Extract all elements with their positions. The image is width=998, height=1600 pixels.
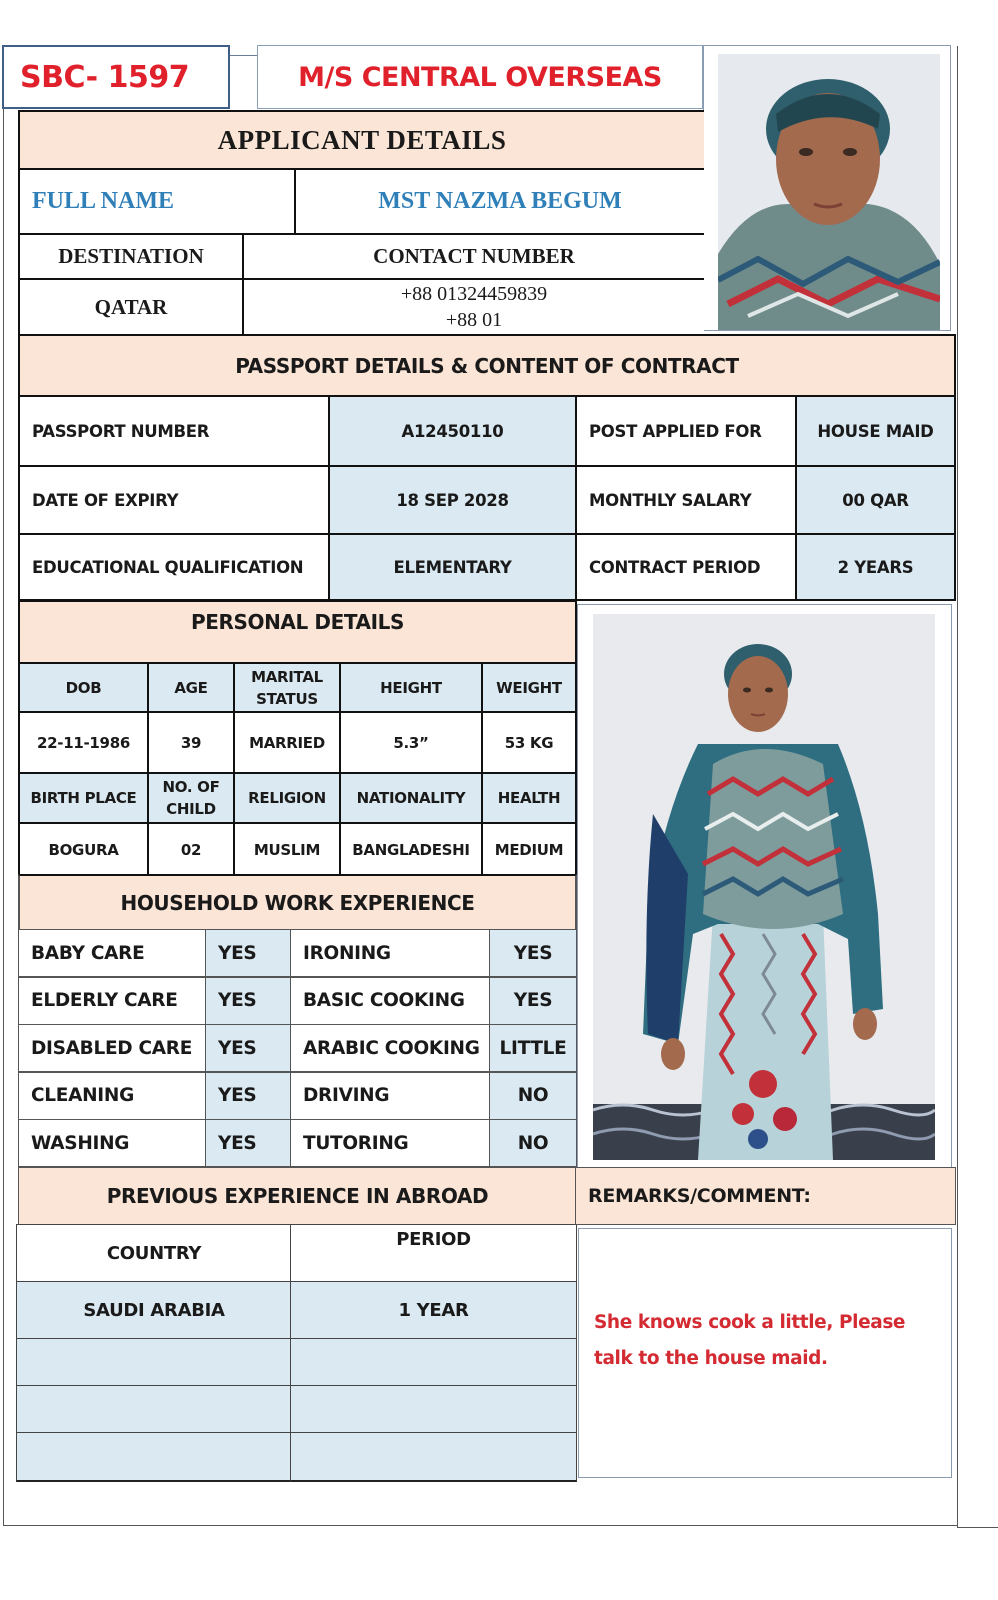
household-skill-cell	[18, 1072, 207, 1120]
household-skill-cell	[18, 1024, 207, 1072]
personal-value-cell	[233, 822, 341, 877]
abroad-section-title: PREVIOUS EXPERIENCE IN ABROAD	[106, 1184, 489, 1208]
contract-label-cell	[575, 465, 797, 535]
household-value: NO	[517, 1085, 549, 1106]
personal-section-header	[18, 600, 577, 664]
contact-number-2: +88 01	[445, 309, 503, 331]
passport-label: PASSPORT NUMBER	[32, 421, 210, 441]
right-edge-line	[957, 52, 998, 1528]
personal-header-cell	[147, 662, 235, 713]
personal-header: MARITAL STATUS	[251, 667, 323, 708]
applicant-details-title: APPLICANT DETAILS	[217, 124, 507, 155]
remarks-box	[578, 1228, 952, 1478]
personal-header: NO. OF CHILD	[162, 778, 220, 818]
contact-value-cell	[242, 278, 704, 336]
contract-label-cell	[575, 395, 797, 467]
passport-value-cell	[328, 533, 577, 601]
personal-header-cell	[339, 772, 483, 824]
contract-value-cell	[795, 533, 956, 601]
abroad-period-cell	[290, 1385, 577, 1434]
personal-value: MUSLIM	[253, 840, 321, 859]
household-value: YES	[218, 990, 257, 1011]
contract-label: POST APPLIED FOR	[589, 421, 762, 441]
abroad-country-cell	[16, 1281, 292, 1340]
personal-value: 39	[180, 733, 202, 752]
agency-box	[257, 45, 703, 109]
household-value-cell	[489, 1024, 577, 1072]
contract-label: CONTRACT PERIOD	[589, 557, 761, 577]
household-value-cell	[489, 1119, 577, 1167]
personal-header-cell	[18, 662, 149, 713]
destination-label-cell	[18, 233, 244, 280]
personal-value-cell	[481, 822, 577, 877]
remarks-line-2: talk to the house maid.	[594, 1348, 828, 1369]
full-photo-frame	[577, 604, 952, 1169]
household-value-cell	[489, 929, 577, 977]
household-skill: ARABIC COOKING	[303, 1037, 480, 1059]
abroad-period-cell	[290, 1338, 577, 1387]
passport-label: DATE OF EXPIRY	[32, 490, 179, 510]
household-skill: CLEANING	[31, 1085, 134, 1106]
personal-header-cell	[481, 662, 577, 713]
passport-section-title: PASSPORT DETAILS & CONTENT OF CONTRACT	[235, 353, 739, 378]
household-value-cell	[205, 1072, 292, 1120]
household-value: YES	[218, 1037, 257, 1059]
abroad-country-cell	[16, 1338, 292, 1387]
period-header: PERIOD	[396, 1229, 471, 1250]
remarks-line-1: She knows cook a little, Please	[594, 1312, 906, 1333]
abroad-period: 1 YEAR	[398, 1300, 469, 1321]
contract-label-cell	[575, 533, 797, 601]
abroad-country: SAUDI ARABIA	[83, 1300, 225, 1321]
household-skill: BASIC COOKING	[303, 990, 465, 1011]
personal-value: MARRIED	[249, 733, 325, 752]
personal-header-cell	[18, 772, 149, 824]
household-skill-cell	[18, 929, 207, 977]
contact-label-cell	[242, 233, 704, 280]
personal-header: HEIGHT	[380, 678, 442, 697]
remarks-text	[594, 1305, 905, 1377]
agency-name: M/S CENTRAL OVERSEAS	[298, 61, 662, 93]
country-header: COUNTRY	[106, 1243, 202, 1264]
personal-header: DOB	[65, 678, 102, 697]
household-section-header	[18, 874, 577, 931]
household-value: YES	[218, 1085, 257, 1106]
household-skill-cell	[290, 977, 491, 1025]
applicant-details-header	[18, 110, 704, 168]
household-value: LITTLE	[499, 1037, 567, 1059]
personal-value-cell	[339, 822, 483, 877]
personal-header: BIRTH PLACE	[30, 789, 137, 807]
passport-label-cell	[18, 395, 330, 467]
contract-value: HOUSE MAID	[817, 421, 934, 441]
passport-value: A12450110	[401, 421, 504, 441]
passport-label: EDUCATIONAL QUALIFICATION	[32, 557, 304, 577]
household-skill-cell	[290, 1024, 491, 1072]
household-skill: DRIVING	[303, 1085, 390, 1106]
household-skill: DISABLED CARE	[31, 1037, 193, 1059]
personal-header: HEALTH	[497, 789, 561, 807]
contract-value-cell	[795, 395, 956, 467]
household-skill-cell	[290, 1119, 491, 1167]
personal-value: BANGLADESHI	[352, 840, 470, 859]
passport-label-cell	[18, 533, 330, 601]
personal-header-cell	[147, 772, 235, 824]
abroad-country-cell	[16, 1432, 292, 1482]
contract-value: 2 YEARS	[837, 557, 914, 577]
household-value-cell	[205, 1119, 292, 1167]
contact-number-1: +88 01324459839	[400, 283, 548, 305]
household-skill-cell	[18, 1119, 207, 1167]
personal-header-cell	[481, 772, 577, 824]
personal-header: RELIGION	[248, 789, 326, 807]
personal-value: 22-11-1986	[37, 733, 130, 752]
remarks-header	[575, 1167, 956, 1225]
personal-value: BOGURA	[48, 840, 119, 859]
household-skill: IRONING	[303, 942, 391, 964]
personal-header-cell	[233, 662, 341, 713]
remarks-label: REMARKS/COMMENT:	[588, 1185, 811, 1207]
contact-label: CONTACT NUMBER	[373, 244, 575, 268]
reference-code-box	[2, 45, 230, 109]
passport-section-header	[18, 334, 956, 397]
household-skill: TUTORING	[303, 1132, 409, 1154]
household-skill: BABY CARE	[31, 942, 145, 964]
abroad-period-cell	[290, 1281, 577, 1340]
household-skill-cell	[18, 977, 207, 1025]
abroad-section-header	[18, 1167, 577, 1225]
destination-value: QATAR	[94, 294, 168, 319]
personal-value: 5.3”	[393, 733, 429, 752]
personal-value-cell	[147, 711, 235, 774]
personal-section-title: PERSONAL DETAILS	[190, 610, 405, 634]
personal-value-cell	[18, 711, 149, 774]
household-value: NO	[517, 1132, 549, 1154]
household-value-cell	[489, 977, 577, 1025]
country-header-cell	[16, 1224, 292, 1283]
passport-photo-frame	[703, 45, 951, 331]
full-name-value-cell	[294, 168, 704, 235]
household-value: YES	[218, 942, 257, 964]
household-skill: ELDERLY CARE	[31, 990, 178, 1011]
contract-value: 00 QAR	[842, 490, 909, 510]
personal-value: 53 KG	[504, 733, 554, 752]
full-name-label-cell	[18, 168, 296, 235]
personal-value-cell	[339, 711, 483, 774]
personal-value-cell	[18, 822, 149, 877]
household-value: YES	[513, 990, 553, 1011]
full-length-photo	[593, 614, 935, 1160]
full-name-value: MST NAZMA BEGUM	[378, 188, 622, 214]
personal-header: AGE	[174, 678, 208, 697]
personal-header: WEIGHT	[496, 678, 562, 697]
abroad-period-cell	[290, 1432, 577, 1482]
passport-value-cell	[328, 465, 577, 535]
household-skill: WASHING	[31, 1132, 130, 1154]
household-skill-cell	[290, 929, 491, 977]
passport-value: ELEMENTARY	[393, 557, 512, 577]
full-name-label: FULL NAME	[32, 188, 175, 214]
personal-value: MEDIUM	[494, 840, 564, 859]
personal-value-cell	[481, 711, 577, 774]
household-value-cell	[489, 1072, 577, 1120]
household-skill-cell	[290, 1072, 491, 1120]
personal-header-cell	[233, 772, 341, 824]
contract-label: MONTHLY SALARY	[589, 490, 752, 510]
household-value-cell	[205, 977, 292, 1025]
passport-photo	[718, 54, 940, 330]
period-header-cell	[290, 1224, 577, 1283]
passport-value-cell	[328, 395, 577, 467]
contract-value-cell	[795, 465, 956, 535]
household-value: YES	[218, 1132, 257, 1154]
abroad-country-cell	[16, 1385, 292, 1434]
header-connector	[230, 55, 257, 56]
reference-code: SBC- 1597	[20, 59, 190, 95]
passport-label-cell	[18, 465, 330, 535]
personal-value: 02	[180, 840, 202, 859]
passport-value: 18 SEP 2028	[396, 490, 509, 510]
personal-value-cell	[147, 822, 235, 877]
personal-header: NATIONALITY	[356, 789, 466, 807]
household-section-title: HOUSEHOLD WORK EXPERIENCE	[120, 890, 475, 915]
household-value: YES	[513, 942, 553, 964]
personal-header-cell	[339, 662, 483, 713]
destination-label: DESTINATION	[58, 244, 204, 268]
destination-value-cell	[18, 278, 244, 336]
personal-value-cell	[233, 711, 341, 774]
household-value-cell	[205, 929, 292, 977]
household-value-cell	[205, 1024, 292, 1072]
